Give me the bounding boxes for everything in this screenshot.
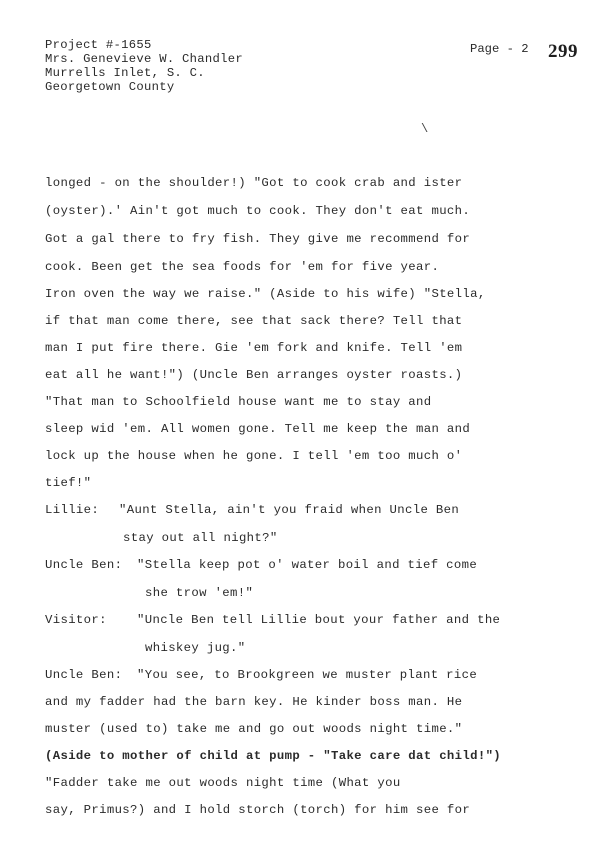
dialogue-text: "Aunt Stella, ain't you fraid when Uncle Ben xyxy=(119,503,460,517)
dialogue-text: "Uncle Ben tell Lillie bout your father and the xyxy=(137,613,501,627)
dialogue-text: whiskey jug." xyxy=(145,641,246,655)
text-line: longed - on the shoulder!) "Got to cook crab and ister xyxy=(45,176,463,190)
text-line: cook. Been get the sea foods for 'em for five year. xyxy=(45,260,440,274)
county: Georgetown County xyxy=(45,80,175,94)
text-line: sleep wid 'em. All women gone. Tell me keep the man and xyxy=(45,422,471,436)
speaker-label: Lillie: xyxy=(45,503,100,517)
text-line: say, Primus?) and I hold storch (torch) for him see for xyxy=(45,803,471,817)
speaker-label: Visitor: xyxy=(45,613,107,627)
dialogue-text: "Stella keep pot o' water boil and tief come xyxy=(137,558,478,572)
location: Murrells Inlet, S. C. xyxy=(45,66,205,80)
text-line: muster (used to) take me and go out woods night time." xyxy=(45,722,463,736)
dialogue-text: "You see, to Brookgreen we muster plant rice xyxy=(137,668,478,682)
dialogue-text: stay out all night?" xyxy=(123,531,278,545)
margin-mark: \ xyxy=(421,122,429,136)
text-line: "That man to Schoolfield house want me to stay and xyxy=(45,395,432,409)
page-label: Page - 2 xyxy=(470,42,529,56)
text-line: Got a gal there to fry fish. They give me recommend for xyxy=(45,232,471,246)
speaker-label: Uncle Ben: xyxy=(45,668,123,682)
speaker-label: Uncle Ben: xyxy=(45,558,123,572)
text-line: tief!" xyxy=(45,476,92,490)
author-name: Mrs. Genevieve W. Chandler xyxy=(45,52,243,66)
text-line: (Aside to mother of child at pump - "Take care dat child!") xyxy=(45,749,502,763)
text-line: (oyster).' Ain't got much to cook. They don't eat much. xyxy=(45,204,471,218)
text-line: Iron oven the way we raise." (Aside to his wife) "Stella, xyxy=(45,287,486,301)
text-line: lock up the house when he gone. I tell 'em too much o' xyxy=(45,449,463,463)
text-line: man I put fire there. Gie 'em fork and knife. Tell 'em xyxy=(45,341,463,355)
text-line: "Fadder take me out woods night time (What you xyxy=(45,776,401,790)
text-line: if that man come there, see that sack there? Tell that xyxy=(45,314,463,328)
page-stamp-number: 299 xyxy=(548,41,578,62)
dialogue-text: she trow 'em!" xyxy=(145,586,254,600)
project-number: Project #-1655 xyxy=(45,38,152,52)
text-line: eat all he want!") (Uncle Ben arranges oyster roasts.) xyxy=(45,368,463,382)
text-line: and my fadder had the barn key. He kinder boss man. He xyxy=(45,695,463,709)
